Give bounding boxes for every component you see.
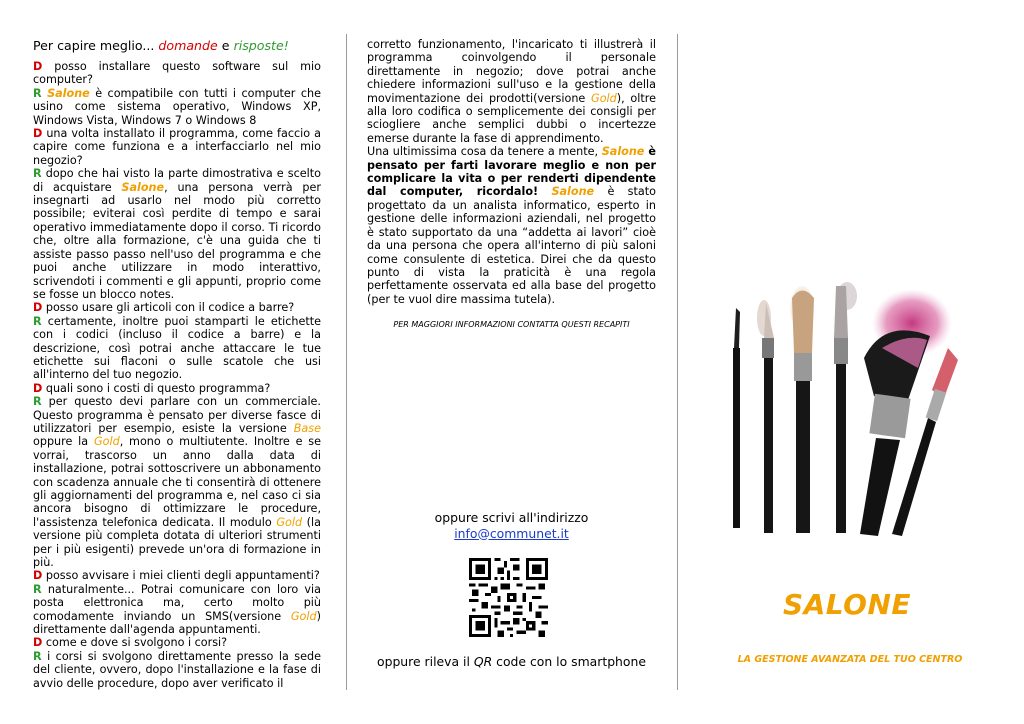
heading-risposte: risposte! [233,38,289,53]
body-text: ), oltre alla loro codifica o semplicemente dei consigli per sciogliere anche semplici dubbi o incertezze emerse durante la fase di apprendimento. [367,91,656,145]
question-6 [33,636,321,649]
question-1 [33,60,321,87]
q-text: posso usare gli articoli con il codice a barre? [42,301,295,315]
q-marker: D [33,569,43,583]
fold-line-right [677,34,678,690]
email-label: oppure scrivi all'indirizzo [434,510,589,525]
version-base: Base [293,421,321,435]
faq-heading [33,38,321,54]
q-text: quali sono i costi di questo programma? [42,381,271,395]
version-gold: Gold [290,609,317,623]
brand-name: Salone [551,185,595,199]
heading-prefix: Per capire meglio... [33,38,159,53]
a-text: (la versione più completa dotata di ulteriori strumenti per i più esigenti) prevede un'ora di formazione in più. [33,515,322,570]
question-3 [33,301,321,314]
spacer [538,185,551,198]
answer-5 [33,583,321,637]
answer-6 [33,650,321,690]
a-text: , una persona verrà per insegnarti ad usarlo nel modo più corretto possibile; eviterai così perdite di tempo e sarai operativo immediatamente dopo il corso. Ti ricordo che, oltre alla formazione, c'è una guida che ti assiste passo passo nell'uso del programma e che puoi anche utilizzare in modo interattivo, scrivendoti i commenti e gli appunti, proprio come se fosse un blocco notes. [33,180,321,301]
version-gold: Gold [93,435,120,449]
q-marker: D [33,301,43,315]
brand-subtitle: LA GESTIONE AVANZATA DEL TUO CENTRO [737,654,963,665]
a-marker: R [33,167,42,181]
a-marker: R [33,395,42,409]
paragraph-closing [367,145,656,306]
qr-code [467,558,550,637]
a-text: per questo devi parlare con un commerciale. Questo programma è pensato per diverse fasce di utilizzatori per esempio, esiste la versione [33,395,321,435]
email-block [367,510,656,541]
a-text: oppure la [33,435,94,449]
fold-line-left [346,34,347,690]
caption-text: oppure rileva il [377,654,474,669]
a-text: naturalmente... Potrai comunicare con loro via posta elettronica ma, certo molto più comodamente inviando un SMS(versione [33,582,321,623]
a-marker: R [33,582,42,596]
heading-domande: domande [158,38,218,53]
question-2 [33,127,321,167]
a-text: i corsi si svolgono direttamente presso la sede del cliente, ovvero, dopo l'installazione e la fase di avvio delle procedure, dopo aver verificato il [33,649,321,690]
question-4 [33,382,321,395]
info-column [367,38,656,306]
a-text: ) direttamente dall'agenda appuntamenti. [33,609,321,637]
q-marker: D [33,60,43,73]
a-marker: R [33,314,42,328]
a-text: certamente, inoltre puoi stamparti le etichette con i codici (incluso il codice a barre) e la descrizione, così potrai anche attaccare le tue etichette sui flaconi o sulle scatole che usi all'interno del tuo negozio. [33,314,321,382]
faq-column [33,38,321,690]
body-text: Una ultimissima cosa da tenere a mente, [367,145,602,159]
paragraph-training [367,38,656,145]
version-gold: Gold [276,515,303,529]
a-text: , mono o multiutente. Inoltre e se vorrai, trascorso un anno dalla data di installazione, potrai sottoscrivere un abbonamento con scadenza annuale che ti consentirà di ottenere gli aggiornamenti del programma e, nel caso ci sia ancora bisogno di ottimizzare le procedure, l'assistenza telefonica dedicata. Il modulo [33,435,322,529]
answer-2 [33,167,321,301]
bold-text: è pensato per farti lavorare meglio e non per complicare la vita o per renderti dipendente dal computer, ricordalo! [367,145,657,199]
brand-name: Salone [47,86,90,100]
email-link[interactable]: info@communet.it [454,525,569,541]
brand-name: Salone [121,180,165,194]
q-marker: D [33,381,43,395]
caption-text: code con lo smartphone [492,654,646,669]
brand-title: SALONE [782,588,912,621]
a-marker: R [33,649,42,663]
body-text: è stato progettato da un analista informatico, esperto in gestione delle informazioni aziendali, nel progetto è stato supportato da una “addetta ai lavori” cioè da una persona che opera all'interno di più saloni come consulente di estetica. Direi che da questo punto di vista la praticità è una regola perfettamente osservata ed alla base del progetto (per te vuol dire massima tutela). [367,185,656,306]
answer-4 [33,395,321,569]
q-marker: D [33,127,43,141]
a-marker: R [33,86,42,100]
a-text: è compatibile con tutti i computer che usino come sistema operativo, Windows XP, Windows Vista, Windows 7 o Windows 8 [33,86,321,127]
q-text: posso avvisare i miei clienti degli appuntamenti? [42,569,320,583]
q-text: posso installare questo software sul mio computer? [33,60,321,87]
qr-caption [367,654,656,669]
heading-e: e [217,38,234,53]
question-5 [33,569,321,582]
body-text: corretto funzionamento, l'incaricato ti illustrerà il programma coinvolgendo il personale direttamente in negozio; dove potrai anche chiedere informazioni sull'uso e la gestione della movimentazione dei prodotti(versione [367,38,656,105]
q-text: una volta installato il programma, come faccio a capire come funziona e a interfacciarlo nel mio negozio? [33,127,321,167]
version-gold: Gold [591,91,617,105]
makeup-brushes-image [722,278,972,536]
brand-name: Salone [601,145,645,159]
contact-note: PER MAGGIORI INFORMAZIONI CONTATTA QUESTI RECAPITI [393,320,630,329]
a-text: dopo che hai visto la parte dimostrativa e scelto di acquistare [33,167,321,194]
answer-3 [33,315,321,382]
q-marker: D [33,636,43,650]
caption-qr: QR [473,654,493,669]
answer-1 [33,87,321,127]
q-text: come e dove si svolgono i corsi? [42,636,228,650]
